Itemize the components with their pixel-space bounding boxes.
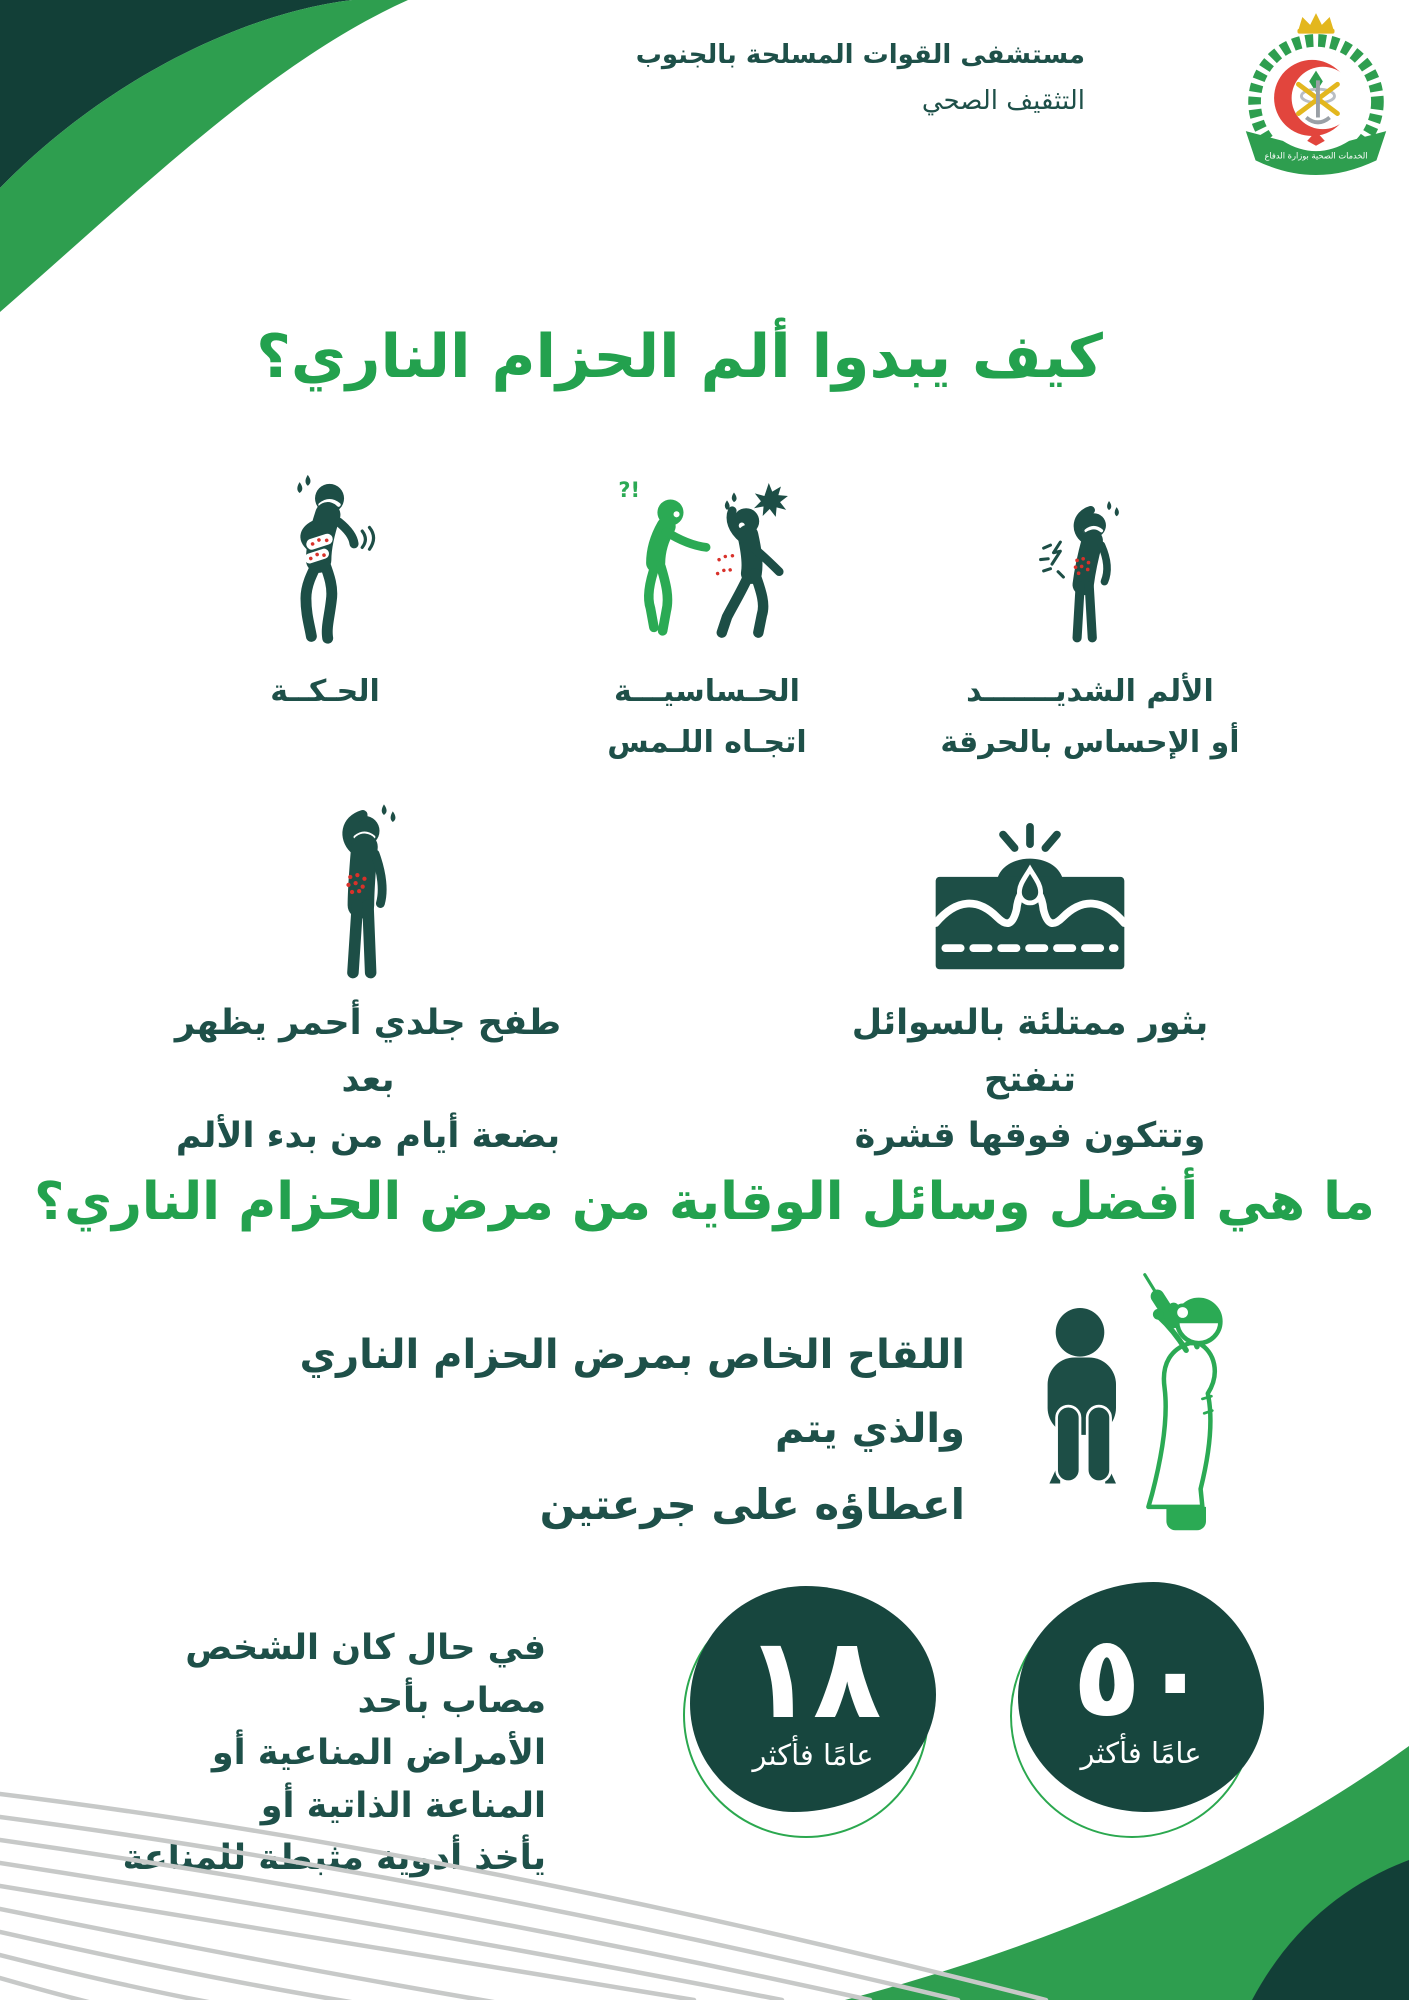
symptom-itching [165,460,485,717]
blisters-icon [924,823,1136,977]
contour-lines-decoration [0,1788,1160,2000]
touch-sensitivity-label-line2: اتجـاه اللـمس [607,725,807,760]
hospital-logo [1238,10,1394,182]
blisters-label-line2: وتتكون فوقها قشرة [854,1116,1206,1157]
corner-swoosh-decoration [0,0,420,320]
age-18-number: ١٨ [744,1613,882,1744]
doctor-figure [1145,1275,1221,1531]
itching-label: الحـكــة [270,674,380,709]
header [636,40,1085,116]
hospital-name: مستشفى القوات المسلحة بالجنوب [635,40,1085,70]
skin-rash-label-line2: بضعة أيام من بدء الألم [175,1116,561,1157]
severe-pain-icon [1033,498,1147,650]
note-line2: الأمراض المناعية أو المناعة الذاتية أو [211,1733,546,1826]
touch-sensitivity-icon [607,476,807,650]
age-18-label: عامًا فأكثر [752,1738,874,1773]
department-name: التثقيف الصحي [921,86,1085,116]
touch-sensitivity-label-line1: الحـساسيـــة [614,674,800,709]
severe-pain-label-line1: الألم الشديـــــــد [966,674,1214,709]
age-50-label: عامًا فأكثر [1080,1736,1202,1771]
note-line3: يأخذ أدوية مثبطة للمناعة [122,1838,546,1878]
symptom-skin-rash [143,795,593,1165]
vaccine-description [185,1318,965,1544]
blisters-label-line1: بثور ممتلئة بالسوائل تنفتح [851,1003,1209,1100]
symptoms-title: كيف يبدوا ألم الحزام الناري؟ [256,322,1103,392]
skin-rash-label-line1: طفح جلدي أحمر يظهر بعد [174,1003,562,1100]
vaccine-text-line1: اللقاح الخاص بمرض الحزام الناري والذي يتم [299,1332,965,1452]
symptom-severe-pain [930,460,1250,768]
symptom-touch-sensitivity [547,460,867,768]
logo-crown-icon [1298,13,1333,30]
symptom-blisters [805,795,1255,1165]
age-50-badge [1018,1582,1264,1812]
touch-icon-exclaim-text: !? [618,477,641,502]
note-line1: في حال كان الشخص مصاب بأحد [185,1628,546,1721]
vaccination-icon [1008,1262,1260,1534]
prevention-title: ما هي أفضل وسائل الوقاية من مرض الحزام الناري؟ [34,1172,1375,1232]
severe-pain-label-line2: أو الإحساس بالحرقة [940,725,1240,760]
itch-icon [266,473,384,650]
vaccine-text-line2: اعطاؤه على جرعتين [539,1480,965,1529]
head-mirror-icon [1175,1305,1189,1319]
skin-rash-icon [306,799,430,985]
logo-banner-text: الخدمات الصحية بوزارة الدفاع [1264,150,1368,161]
age-50-number: ٥٠ [1072,1611,1210,1742]
